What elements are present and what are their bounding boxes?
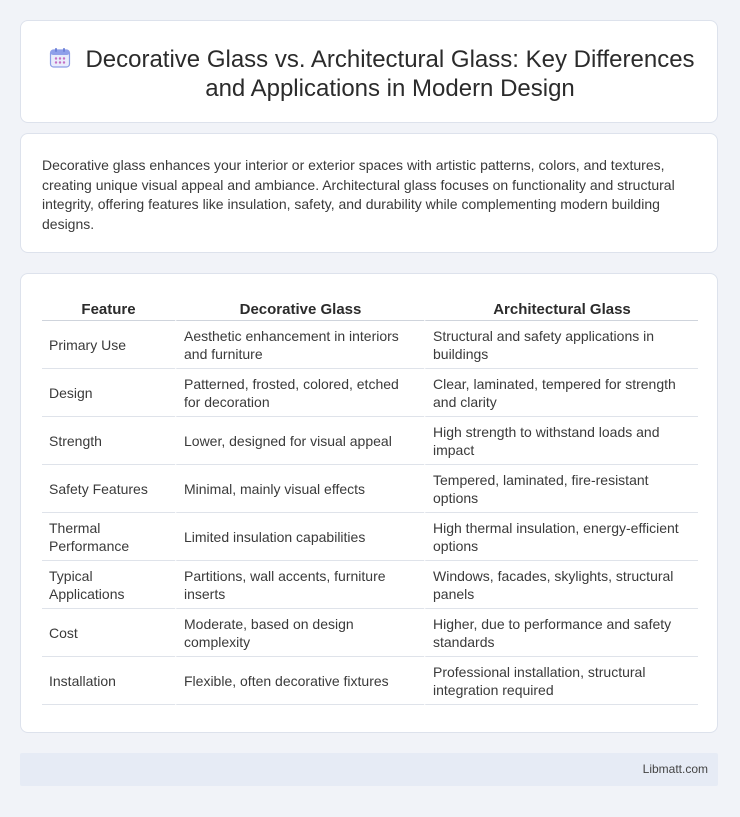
calendar-icon: [49, 47, 71, 69]
comparison-table: [42, 296, 698, 705]
cell-architectural: Structural and safety applications in buildings: [424, 321, 698, 369]
table-row: [42, 513, 698, 561]
table-header-row: [42, 296, 698, 321]
cell-architectural: Higher, due to performance and safety standards: [424, 609, 698, 657]
table-row: [42, 321, 698, 369]
cell-feature: Strength: [42, 417, 175, 465]
table-row: [42, 609, 698, 657]
header-feature: Feature: [42, 296, 175, 321]
cell-feature: Thermal Performance: [42, 513, 175, 561]
cell-feature: Installation: [42, 657, 175, 705]
cell-feature: Safety Features: [42, 465, 175, 513]
header-architectural-glass: Architectural Glass: [424, 296, 698, 321]
cell-decorative: Limited insulation capabilities: [175, 513, 424, 561]
title-card: [20, 20, 718, 123]
cell-decorative: Flexible, often decorative fixtures: [175, 657, 424, 705]
cell-architectural: Tempered, laminated, fire-resistant options: [424, 465, 698, 513]
footer-brand-link[interactable]: Libmatt.com: [642, 762, 708, 776]
comparison-card: [20, 273, 718, 733]
cell-feature: Primary Use: [42, 321, 175, 369]
cell-decorative: Lower, designed for visual appeal: [175, 417, 424, 465]
page-title: Decorative Glass vs. Architectural Glass: Key Differences and Applications in Modern Design: [85, 46, 695, 102]
cell-feature: Typical Applications: [42, 561, 175, 609]
table-row: [42, 465, 698, 513]
table-row: [42, 369, 698, 417]
table-row: [42, 657, 698, 705]
cell-decorative: Moderate, based on design complexity: [175, 609, 424, 657]
cell-decorative: Patterned, frosted, colored, etched for decoration: [175, 369, 424, 417]
cell-architectural: High thermal insulation, energy-efficient options: [424, 513, 698, 561]
cell-decorative: Minimal, mainly visual effects: [175, 465, 424, 513]
intro-paragraph: Decorative glass enhances your interior or exterior spaces with artistic patterns, colors, and textures, creating unique visual appeal and ambiance. Architectural glass focuses on functionality and structural integrity, offering features like insulation, safety, and durability while complementing modern building designs.: [42, 157, 675, 232]
cell-decorative: Partitions, wall accents, furniture inserts: [175, 561, 424, 609]
intro-card: [20, 133, 718, 253]
cell-architectural: Professional installation, structural integration required: [424, 657, 698, 705]
cell-architectural: High strength to withstand loads and impact: [424, 417, 698, 465]
footer: [20, 753, 718, 786]
table-row: [42, 561, 698, 609]
cell-feature: Design: [42, 369, 175, 417]
header-decorative-glass: Decorative Glass: [175, 296, 424, 321]
cell-architectural: Clear, laminated, tempered for strength and clarity: [424, 369, 698, 417]
table-row: [42, 417, 698, 465]
cell-feature: Cost: [42, 609, 175, 657]
cell-architectural: Windows, facades, skylights, structural panels: [424, 561, 698, 609]
cell-decorative: Aesthetic enhancement in interiors and furniture: [175, 321, 424, 369]
